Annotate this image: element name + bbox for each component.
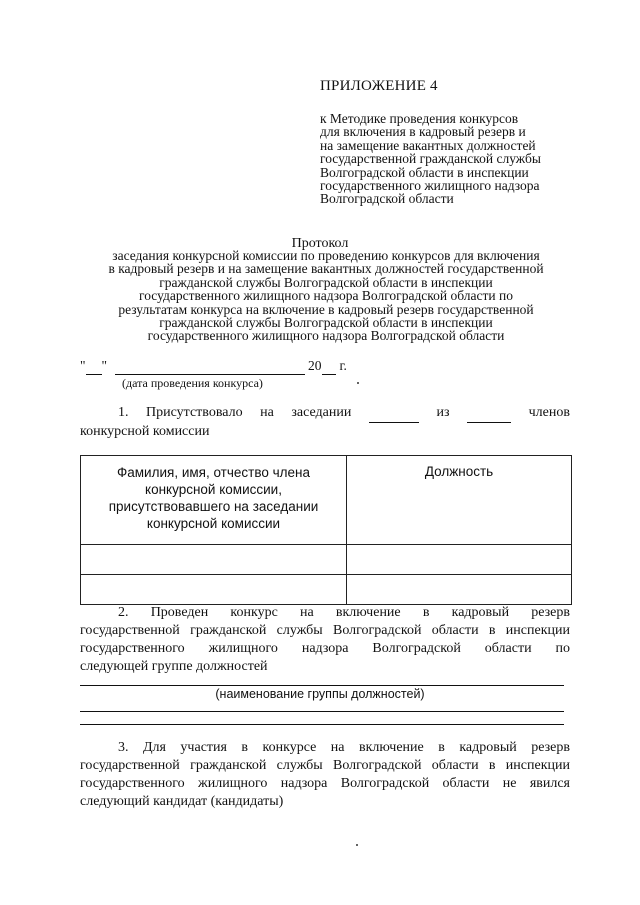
commission-members-table — [80, 455, 572, 605]
table-cell-name[interactable] — [81, 545, 347, 575]
paragraph-line: государственной гражданской службы Волгоградской области в инспекции — [80, 623, 570, 638]
scan-speck — [356, 844, 358, 846]
paragraph-line: 2. Проведен конкурс на включение в кадровый резерв — [118, 605, 570, 620]
month-blank[interactable] — [115, 358, 305, 375]
header-line: конкурсной комиссии — [146, 516, 281, 531]
appendix-reference — [320, 112, 572, 206]
header-line: Фамилия, имя, отчество члена — [117, 465, 310, 480]
appendix-line: Волгоградской области — [320, 191, 454, 207]
header-line: конкурсной комиссии, — [145, 482, 282, 497]
present-count-blank[interactable] — [369, 404, 419, 423]
year-suffix: г. — [339, 358, 347, 373]
p1-word: заседании — [291, 405, 352, 420]
paragraph-line: 3. Для участия в конкурсе на включение в кадровый резерв — [118, 740, 570, 755]
appendix-line: государственного жилищного надзора — [320, 178, 540, 194]
year-blank[interactable] — [322, 358, 336, 375]
date-close-quote: " — [101, 358, 108, 373]
appendix-line: на замещение вакантных должностей — [320, 137, 536, 153]
appendix-line: государственной гражданской службы — [320, 151, 541, 167]
protocol-title: Протокол — [291, 236, 349, 251]
paragraph-line: следующий кандидат (кандидаты) — [80, 794, 284, 809]
protocol-line: результатам конкурса на включение в кадровый резерв государственной — [118, 301, 534, 317]
appendix-title: ПРИЛОЖЕНИЕ 4 — [320, 78, 438, 94]
protocol-line: в кадровый резерв и на замещение вакантных должностей государственной — [108, 261, 544, 277]
protocol-line: заседания конкурсной комиссии по проведению конкурсов для включения — [112, 248, 540, 263]
paragraph-3 — [80, 739, 570, 811]
table-cell-position[interactable] — [347, 575, 572, 605]
table-row — [81, 575, 572, 605]
paragraph-1 — [80, 404, 570, 441]
header-line: присутствовавшего на заседании — [108, 499, 319, 514]
p1-word: членов — [528, 405, 570, 420]
paragraph-line: государственного жилищного надзора Волгоградской области не явился — [80, 776, 570, 791]
table-cell-name[interactable] — [81, 575, 347, 605]
date-open-quote: " — [80, 358, 86, 373]
paragraph-1-line-2: конкурсной комиссии — [80, 424, 210, 439]
paragraph-1-line-1 — [80, 404, 570, 423]
year-prefix: 20 — [308, 358, 322, 373]
paragraph-line: государственного жилищного надзора Волгоградской области по — [80, 641, 570, 656]
group-name-line[interactable] — [80, 685, 564, 686]
appendix-line: Волгоградской области в инспекции — [320, 164, 529, 180]
total-count-blank[interactable] — [467, 404, 511, 423]
header-member-name — [81, 456, 347, 545]
paragraph-line: государственной гражданской службы Волгоградской области в инспекции — [80, 758, 570, 773]
protocol-line: государственного жилищного надзора Волгоградской области — [147, 328, 505, 344]
group-name-line[interactable] — [80, 724, 564, 725]
group-name-line[interactable] — [80, 711, 564, 712]
date-caption: (дата проведения конкурса) — [122, 376, 263, 390]
p1-number: 1. — [118, 405, 129, 420]
scan-speck — [357, 382, 359, 384]
p1-word: из — [436, 405, 450, 420]
table-cell-position[interactable] — [347, 545, 572, 575]
header-position: Должность — [347, 456, 572, 545]
table-header-row — [81, 456, 572, 545]
appendix-line: к Методике проведения конкурсов — [320, 111, 519, 126]
appendix-line: для включения в кадровый резерв и — [320, 124, 526, 140]
protocol-line: государственного жилищного надзора Волгоградской области по — [139, 288, 513, 304]
protocol-subtitle — [80, 249, 572, 343]
day-blank[interactable] — [86, 358, 102, 375]
date-field — [80, 358, 347, 375]
protocol-line: гражданской службы Волгоградской области в инспекции — [159, 315, 493, 331]
p1-word: на — [260, 405, 274, 420]
protocol-line: гражданской службы Волгоградской области в инспекции — [159, 274, 493, 290]
p1-word: Присутствовало — [146, 405, 243, 420]
table-row — [81, 545, 572, 575]
paragraph-2 — [80, 604, 570, 676]
group-name-caption: (наименование группы должностей) — [215, 687, 425, 701]
paragraph-line: следующей группе должностей — [80, 659, 268, 674]
